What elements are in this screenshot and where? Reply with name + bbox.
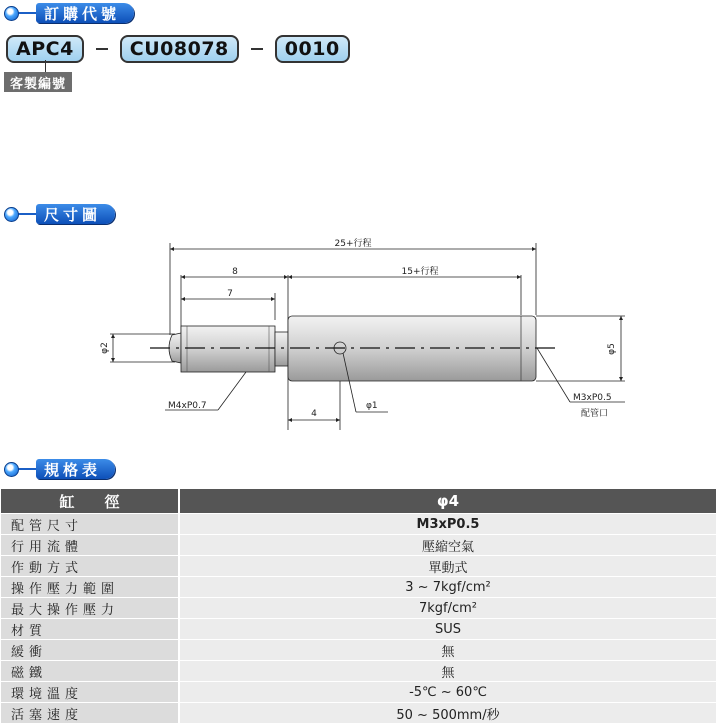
dim-right-dia: φ5 (607, 343, 617, 355)
bullet-icon (4, 6, 19, 21)
order-code-part: CU08078 (120, 35, 239, 63)
order-code-model: APC4 (6, 35, 84, 63)
bullet-icon (4, 207, 19, 222)
spec-title: 規格表 (36, 459, 115, 479)
bore-value: φ4 (179, 489, 716, 514)
table-row (1, 661, 716, 682)
dim-8: 8 (232, 267, 238, 277)
dimension-drawing (0, 235, 717, 435)
row-key: 操作壓力範圍 (1, 577, 179, 598)
table-row (1, 703, 716, 724)
row-key: 行用流體 (1, 535, 179, 556)
row-key: 作動方式 (1, 556, 179, 577)
order-code-header (4, 2, 134, 24)
row-key: 環境溫度 (1, 682, 179, 703)
row-key: 最大操作壓力 (1, 598, 179, 619)
order-code-stroke: 0010 (275, 35, 350, 63)
row-value: M3xP0.5 (179, 514, 716, 535)
bore-label: 缸 徑 (1, 489, 179, 514)
bullet-icon (4, 462, 19, 477)
row-value: SUS (179, 619, 716, 640)
row-key: 材質 (1, 619, 179, 640)
port-label: 配管口 (581, 409, 609, 419)
spec-header (4, 458, 115, 480)
dim-7: 7 (227, 289, 233, 299)
table-row (1, 556, 716, 577)
table-row (1, 619, 716, 640)
table-row (1, 598, 716, 619)
row-value: 50 ~ 500mm/秒 (179, 703, 716, 724)
row-key: 緩衝 (1, 640, 179, 661)
spec-table (1, 489, 716, 724)
dimension-header (4, 203, 115, 225)
row-key: 磁鐵 (1, 661, 179, 682)
row-key: 配管尺寸 (1, 514, 179, 535)
row-value: 單動式 (179, 556, 716, 577)
row-value: 無 (179, 640, 716, 661)
table-row (1, 640, 716, 661)
table-row (1, 577, 716, 598)
port-spec-label: M3xP0.5 (573, 393, 612, 403)
order-code-row (6, 35, 350, 63)
row-key: 活塞速度 (1, 703, 179, 724)
row-value: 壓縮空氣 (179, 535, 716, 556)
dimension-title: 尺寸圖 (36, 204, 115, 224)
order-code-title: 訂購代號 (36, 3, 134, 23)
hole-dia-label: φ1 (366, 401, 378, 411)
row-value: 無 (179, 661, 716, 682)
dim-hole-distance: 4 (311, 409, 317, 419)
spec-header-row (1, 489, 716, 514)
row-value: 3 ~ 7kgf/cm² (179, 577, 716, 598)
thread-spec-label: M4xP0.7 (168, 401, 207, 411)
dim-body: 15+行程 (401, 267, 439, 277)
table-row (1, 535, 716, 556)
table-row (1, 514, 716, 535)
table-row (1, 682, 716, 703)
dim-total: 25+行程 (334, 239, 372, 249)
custom-number-tag: 客製編號 (4, 72, 72, 92)
row-value: -5℃ ~ 60℃ (179, 682, 716, 703)
row-value: 7kgf/cm² (179, 598, 716, 619)
dim-left-dia: φ2 (100, 342, 110, 354)
